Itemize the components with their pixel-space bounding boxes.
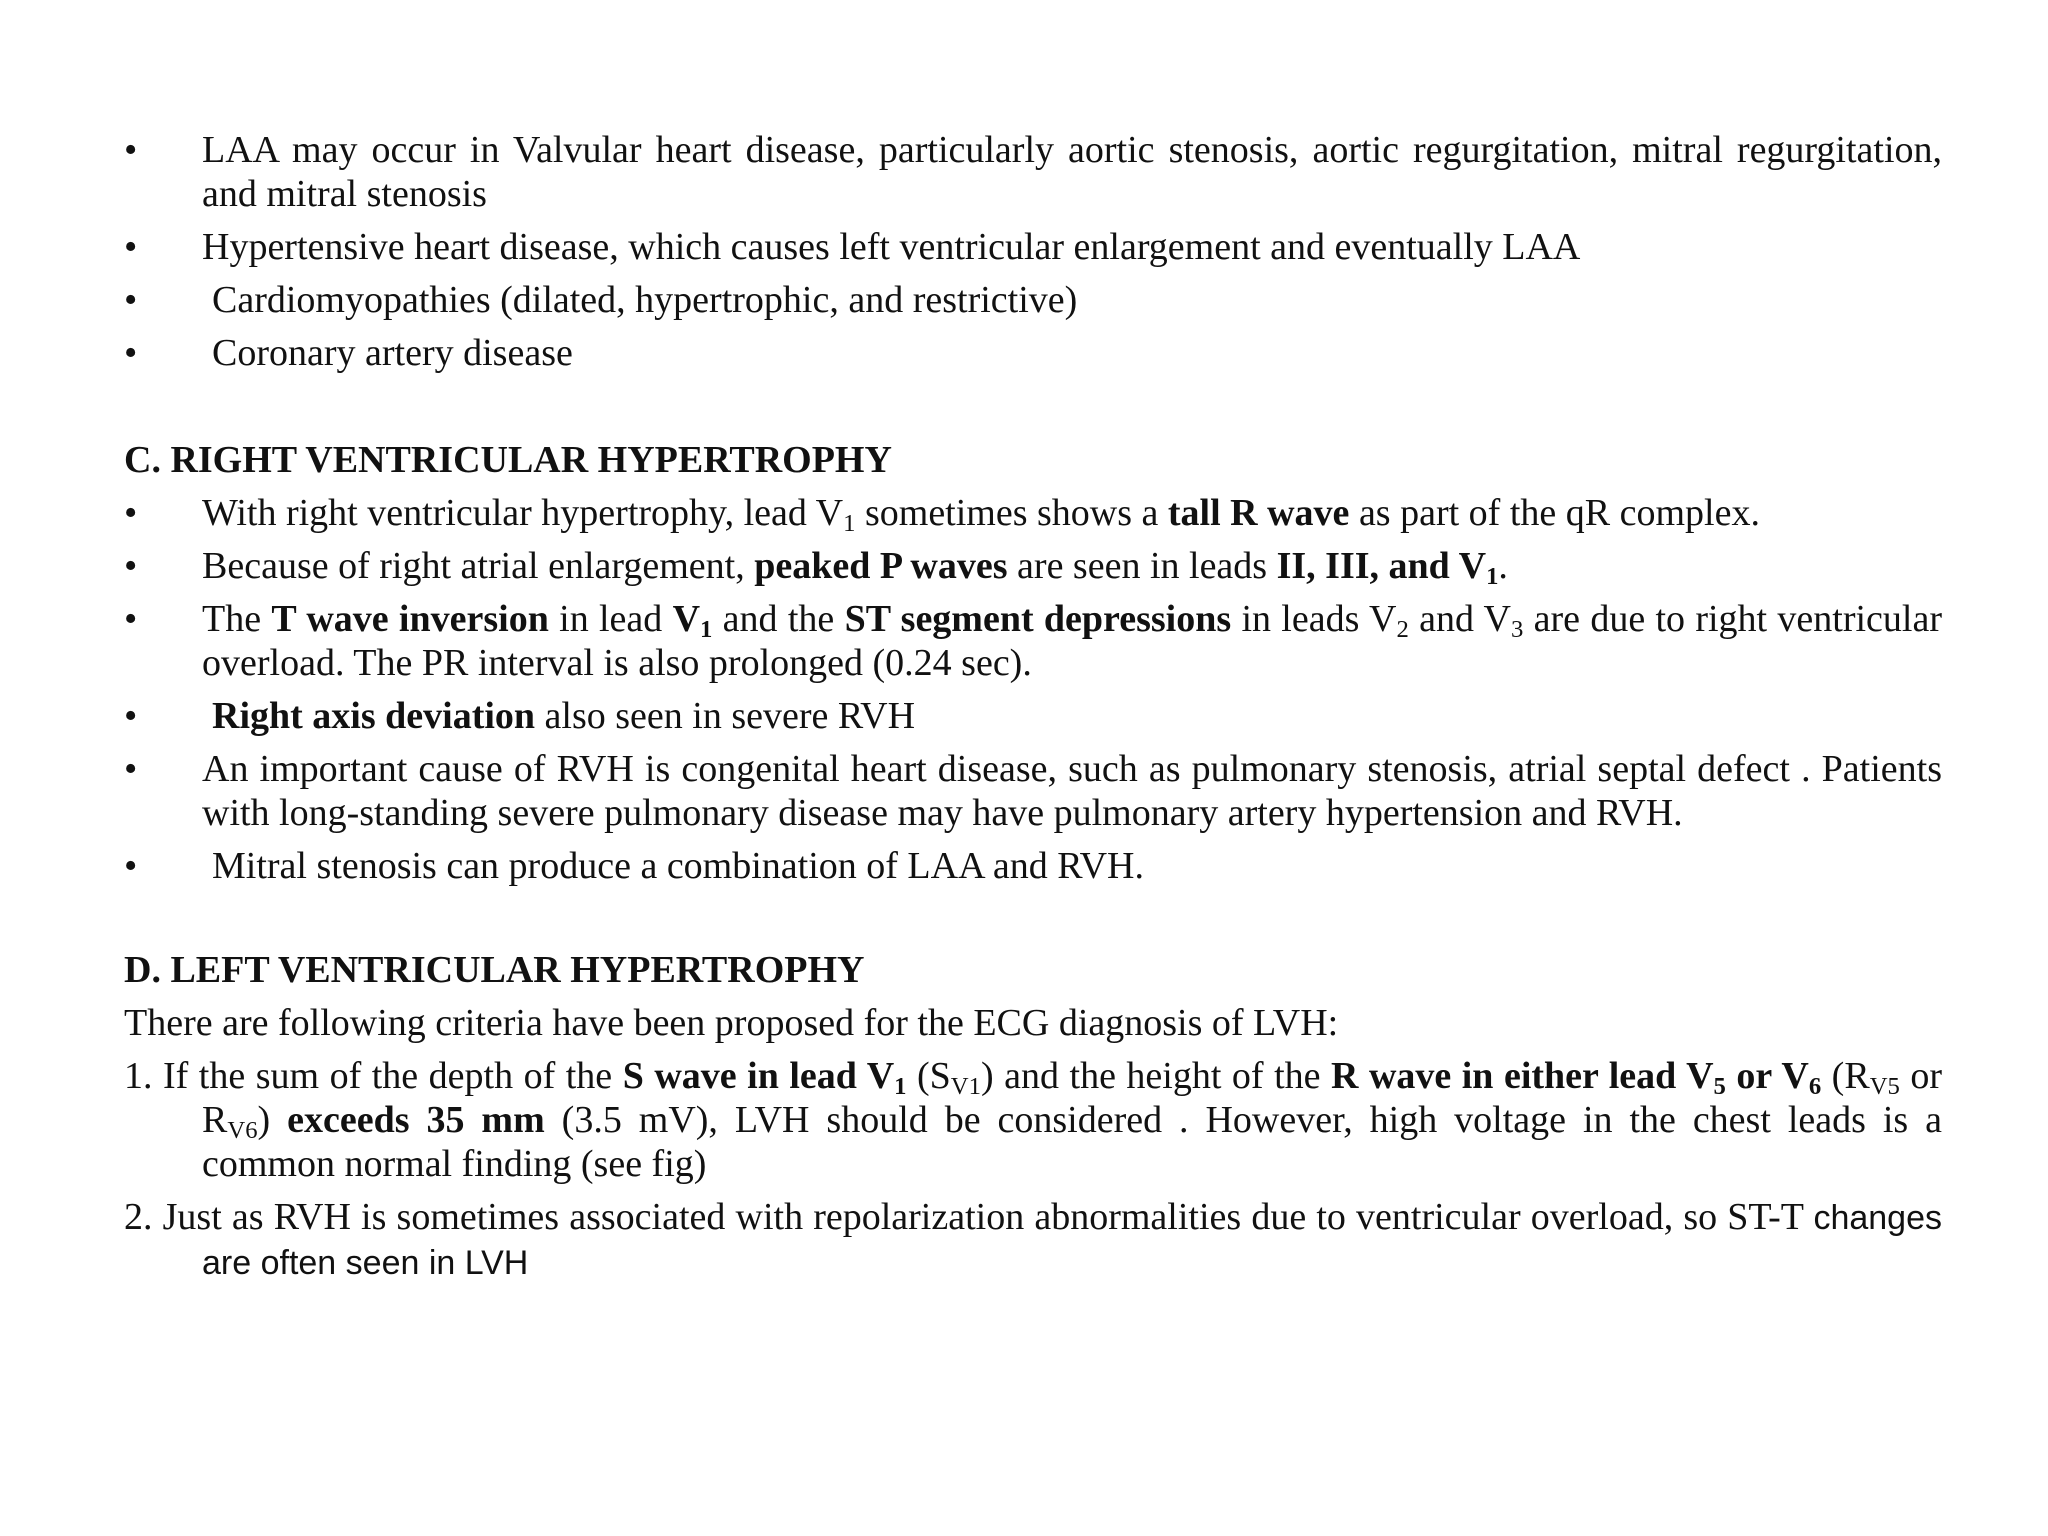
rvh-section [124,438,1942,897]
bullet-marker: • [124,129,138,171]
subscript-run: 1 [843,510,856,537]
bullet-text [202,278,1077,322]
laa-causes-list [124,128,1942,384]
bullet-text [202,694,915,738]
section-heading-rvh: C. RIGHT VENTRICULAR HYPERTROPHY [124,439,892,481]
subscript-run: 1 [1486,563,1499,590]
bullet-marker: • [124,492,138,534]
subscript-run: V1 [950,1073,981,1100]
bullet-text [202,226,1580,268]
text-run: II, III, and V [1276,545,1487,587]
text-run: are seen in leads [1007,545,1277,587]
lvh-criterion-2 [124,1195,1942,1285]
subscript-run: 5 [1713,1073,1726,1100]
bullet-marker: • [124,695,138,737]
text-run: (S [906,1055,951,1097]
text-run: are due to right ventricular overload. The PR interval is also prolonged (0.24 sec). [202,598,1942,684]
subscript-run: 1 [894,1073,907,1100]
text-run: An important cause of RVH is congenital heart disease, such as pulmonary stenosis, atrial septal defect . Patients with long-standing severe pulmonary disease may have pulmonary artery hypertension and RVH. [202,748,1942,834]
bullet-marker: • [124,332,138,374]
text-run: (3.5 mV), LVH should be considered . However, high voltage in the chest leads is a common normal finding (see fig) [202,1099,1943,1185]
bullet-marker: • [124,279,138,321]
bullet-marker: • [124,845,138,887]
bullet-marker: • [124,226,138,268]
bullet-item [124,844,1942,888]
subscript-run: V6 [227,1117,258,1144]
text-run: in lead [548,598,673,640]
text-run: LAA may occur in Valvular heart disease, particularly aortic stenosis, aortic regurgitation, mitral regurgitation, and mitral stenosis [202,129,1942,215]
lvh-section [124,948,1942,1294]
text-run: or V [1725,1055,1809,1097]
text-run: and the [712,598,845,640]
text-run: Cardiomyopathies (dilated, hypertrophic, and restrictive) [212,279,1078,321]
text-run: in leads V [1231,598,1397,640]
text-run: R wave in either lead V [1331,1055,1714,1097]
bullet-item [124,747,1942,835]
text-run: exceeds 35 mm [287,1099,545,1141]
bullet-marker: • [124,598,138,640]
bullet-item [124,278,1942,322]
text-run: Hypertensive heart disease, which causes left ventricular enlargement and eventually LAA [202,226,1581,268]
text-run: or R [202,1055,1943,1141]
bullet-item [124,544,1942,588]
bullet-item [124,597,1942,685]
text-run: and V [1408,598,1511,640]
bullet-item [124,491,1942,535]
text-run: also seen in severe RVH [535,695,916,737]
text-run: tall R wave [1167,492,1350,534]
bullet-text [202,844,1144,888]
text-run: ) [257,1099,288,1141]
lvh-criterion-1 [124,1054,1942,1186]
text-run: as part of the qR complex. [1349,492,1760,534]
text-run: 2. Just as RVH is sometimes associated with repolarization abnormalities due to ventricular overload, so ST-T [124,1196,1814,1238]
text-run: sometimes shows a [855,492,1168,534]
text-run: With right ventricular hypertrophy, lead V [202,492,844,534]
text-run: Mitral stenosis can produce a combination of LAA and RVH. [212,845,1144,887]
text-run: peaked P waves [754,545,1008,587]
section-heading-lvh: D. LEFT VENTRICULAR HYPERTROPHY [124,949,865,991]
bullet-text [202,545,1508,590]
text-run: . [1498,545,1508,587]
subscript-run: V5 [1869,1073,1900,1100]
text-run: S wave in lead V [622,1055,895,1097]
text-run: Right axis deviation [212,695,536,737]
text-run: Coronary artery disease [212,332,573,374]
bullet-marker: • [124,545,138,587]
text-run: V [672,598,701,640]
bullet-item [124,225,1942,269]
text-run: changes are often seen in LVH [202,1199,1942,1282]
bullet-item [124,331,1942,375]
bullet-item [124,694,1942,738]
bullet-text [202,129,1942,215]
bullet-text [202,492,1760,537]
bullet-marker: • [124,748,138,790]
text-run: (R [1821,1055,1870,1097]
bullet-item [124,128,1942,216]
subscript-run: 3 [1511,616,1524,643]
text-run: 1. If the sum of the depth of the [124,1055,623,1097]
text-run: ST segment depressions [844,598,1232,640]
text-run: T wave inversion [271,598,549,640]
bullet-text [202,748,1942,834]
bullet-text [202,331,573,375]
lvh-intro: There are following criteria have been proposed for the ECG diagnosis of LVH: [124,1002,1339,1044]
text-run: The [202,598,272,640]
text-run: ) and the height of the [980,1055,1331,1097]
subscript-run: 2 [1396,616,1409,643]
text-run: Because of right atrial enlargement, [202,545,755,587]
subscript-run: 6 [1808,1073,1822,1100]
bullet-text [202,598,1942,684]
subscript-run: 1 [700,616,713,643]
